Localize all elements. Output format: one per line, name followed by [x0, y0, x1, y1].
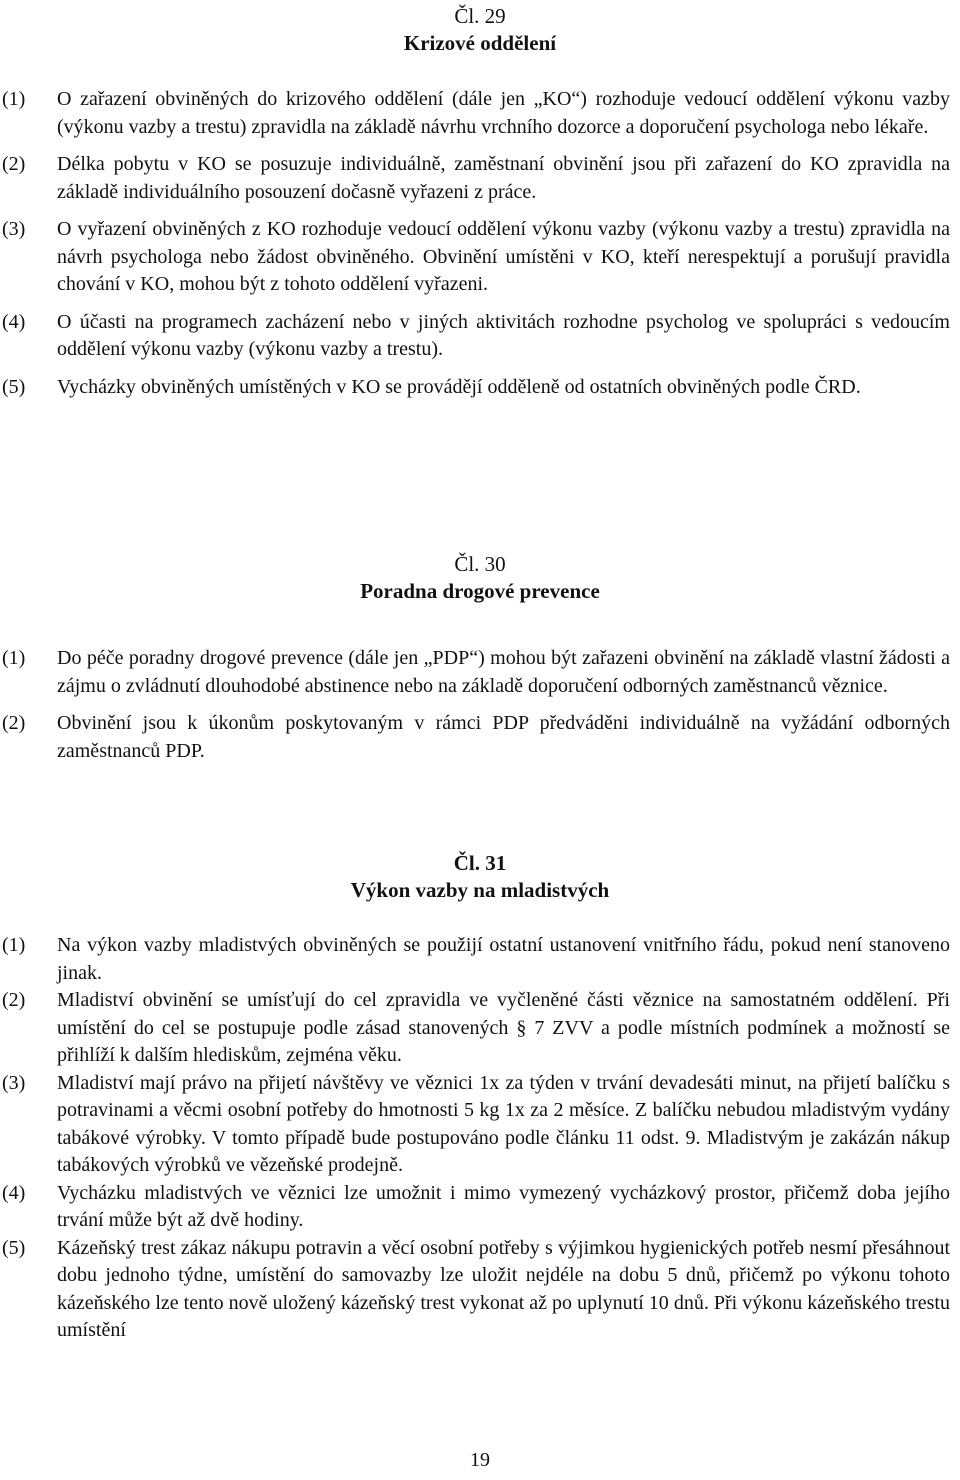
paragraph [0, 374, 960, 402]
paragraph-text: Délka pobytu v KO se posuzuje individuálně, zaměstnaní obvinění jsou při zařazení do KO zpravidla na základě individuálního posouzení dočasně vyřazeni z práce. [57, 153, 950, 203]
paragraph-text: Vycházky obviněných umístěných v KO se provádějí odděleně od ostatních obviněných podle ČRD. [57, 375, 861, 398]
paragraph-number: (5) [2, 1236, 26, 1259]
article-30 [0, 551, 960, 765]
paragraph-number: (2) [2, 153, 26, 175]
article-31 [0, 850, 960, 1345]
paragraph [0, 932, 960, 987]
article-number: Čl. 30 [454, 552, 506, 576]
paragraph-text: Vycházku mladistvých ve věznici lze umožnit i mimo vymezený vycházkový prostor, přičemž doba jejího trvání může být až dvě hodiny. [57, 1181, 950, 1231]
paragraph-text: O účasti na programech zacházení nebo v jiných aktivitách rozhodne psycholog ve spolupráci s vedoucím oddělení výkonu vazby (výkonu vazby a trestu). [57, 310, 950, 360]
article-number: Čl. 31 [453, 851, 507, 875]
paragraph-text: Do péče poradny drogové prevence (dále jen „PDP“) mohou být zařazeni obvinění na základě vlastní žádosti a zájmu o zvládnutí dlouhodobé abstinence nebo na základě doporučení odborných zaměstnanců věznice. [57, 647, 950, 697]
paragraph [0, 216, 960, 299]
paragraph-number: (4) [2, 1181, 26, 1204]
paragraph-text: O zařazení obviněných do krizového oddělení (dále jen „KO“) rozhoduje vedoucí oddělení výkonu vazby (výkonu vazby a trestu) zpravidla na základě návrhu vrchního dozorce a doporučení psychologa nebo lékaře. [57, 88, 950, 138]
paragraph [0, 1070, 960, 1180]
paragraph-number: (4) [2, 310, 26, 333]
paragraph-number: (3) [2, 218, 26, 240]
paragraph [0, 987, 960, 1070]
article-title: Krizové oddělení [403, 31, 557, 55]
article-number: Čl. 29 [454, 4, 506, 28]
paragraph-number: (2) [2, 712, 26, 734]
paragraph [0, 1180, 960, 1235]
paragraph [0, 309, 960, 364]
paragraph-number: (1) [2, 88, 26, 110]
paragraph-text: O vyřazení obviněných z KO rozhoduje vedoucí oddělení výkonu vazby (výkonu vazby a trestu) zpravidla na návrh psychologa nebo žádost obviněného. Obvinění umístěni v KO, kteří nerespektují a porušují pravidla chování v KO, mohou být z tohoto oddělení vyřazeni. [57, 218, 950, 295]
paragraph-text: Mladiství mají právo na přijetí návštěvy ve věznici 1x za týden v trvání devadesáti minut, na přijetí balíčku s potravinami a věcmi osobní potřeby do hmotnosti 5 kg 1x za 2 měsíce. Z balíčku nebudou mladistvým vydány tabákové výrobky. V tomto případě bude postupováno podle článku 11 odst. 9. Mladistvým je zakázán nákup tabákových výrobků ve vězeňské prodejně. [57, 1071, 950, 1176]
paragraph [0, 710, 960, 765]
paragraph [0, 86, 960, 141]
paragraph-number: (1) [2, 647, 26, 669]
paragraph-text: Mladiství obvinění se umísťují do cel zpravidla ve vyčleněné části věznice na samostatném oddělení. Při umístění do cel se postupuje podle zásad stanovených § 7 ZVV a podle místních podmínek a možností se přihlíží k dalším hlediskům, zejména věku. [57, 989, 950, 1066]
paragraph-number: (1) [2, 934, 26, 956]
paragraph-number: (3) [2, 1071, 26, 1094]
paragraph [0, 645, 960, 700]
page-number: 19 [470, 1449, 490, 1471]
paragraph-text: Obvinění jsou k úkonům poskytovaným v rámci PDP předváděni individuálně na vyžádání odborných zaměstnanců PDP. [57, 712, 950, 762]
paragraph [0, 151, 960, 206]
article-title: Poradna drogové prevence [360, 579, 600, 603]
article-29 [0, 3, 960, 401]
paragraph-text: Na výkon vazby mladistvých obviněných se použijí ostatní ustanovení vnitřního řádu, pokud není stanoveno jinak. [57, 934, 950, 984]
paragraph-text: Kázeňský trest zákaz nákupu potravin a věcí osobní potřeby s výjimkou hygienických potřeb nesmí přesáhnout dobu jednoho týdne, umístění do samovazby lze uložit nejdéle na dobu 5 dnů, přičemž po výkonu tohoto kázeňského lze tento nově uložený kázeňský trest vykonat až po uplynutí 10 dnů. Při výkonu kázeňského trestu umístění [57, 1236, 950, 1341]
paragraph [0, 1235, 960, 1345]
article-title: Výkon vazby na mladistvých [350, 878, 610, 902]
paragraph-number: (5) [2, 375, 26, 398]
paragraph-number: (2) [2, 989, 26, 1011]
